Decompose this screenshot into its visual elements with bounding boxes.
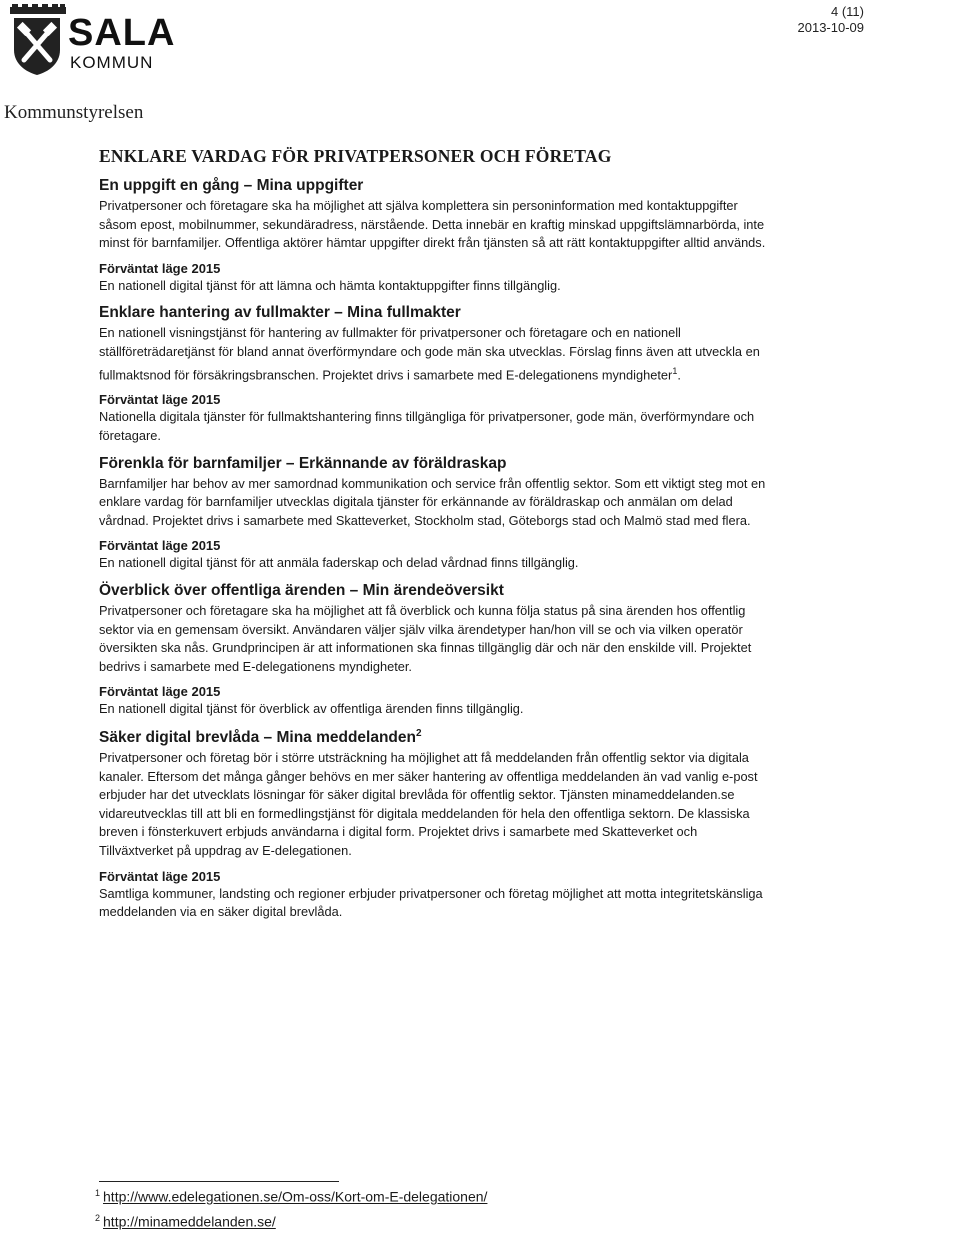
expected-status-text: Nationella digitala tjänster för fullmaktshantering finns tillgängliga för privatpersoner, gode män, överförmyndare och företagare. bbox=[99, 409, 755, 444]
expected-status-text: Samtliga kommuner, landsting och regioner erbjuder privatpersoner och företag möjlighet att motta integritetskänsliga meddelanden via en säker digital brevlåda. bbox=[99, 885, 763, 920]
footnote bbox=[95, 1213, 276, 1230]
section-body-text: Privatpersoner och företag bör i större utsträckning ha möjlighet att få meddelanden från offentlig sektor via digitala kanaler. Eftersom det många gånger behövs en mer säker hantering av offentliga meddelanden än vad vanlig e-post erbjuder har det utvecklats lösningar för säker digital brevlåda för offentlig sektor. Tjänsten minameddelanden.se vidareutvecklas till att bli en formedlingstjänst för digitala meddelanden för hela den offentliga sektorn. De klassiska breven i fönsterkuvert erbjuds användarna i digital form. Projektet drivs i samarbete med Skatteverket och Tillväxtverket på uppdrag av E-delegationen. bbox=[99, 750, 758, 859]
expected-status-label: Förväntat läge 2015 bbox=[99, 260, 221, 276]
section-heading bbox=[99, 455, 769, 473]
section-body bbox=[99, 197, 769, 253]
section-heading-text: Överblick över offentliga ärenden – Min ärendeöversikt bbox=[99, 581, 504, 599]
expected-status-label: Förväntat läge 2015 bbox=[99, 868, 221, 884]
document-body bbox=[99, 146, 769, 931]
footnote-link[interactable]: http://www.edelegationen.se/Om-oss/Kort-om-E-delegationen/ bbox=[103, 1188, 488, 1205]
section bbox=[99, 455, 769, 573]
section-body-text: Privatpersoner och företagare ska ha möjlighet att få överblick och kunna följa status på sina ärenden hos offentlig sektor via en gemensam översikt. Användaren väljer själv vilka ärendetyper han/hon vill se och via vilken operatör översikten ska nås. Grundprincipen är att informationen ska finnas tillgänglig där och när den enskilde vill. Projektet bedrivs i samarbete med E-delegationens myndigheter. bbox=[99, 602, 752, 674]
section-body-text: Privatpersoner och företagare ska ha möjlighet att själva komplettera sin personinformation med kontaktuppgifter såsom epost, mobilnummer, sekundäradress, närstående. Detta innebär en kraftig minskad uppgiftslämnarbörda, inte minst för barnfamiljer. Offentliga aktörer hämtar uppgifter direkt från tjänsten så att rätt kontaktuppgifter alltid används. bbox=[99, 198, 766, 251]
page-number: 4 (11) bbox=[831, 4, 864, 19]
section bbox=[99, 582, 769, 719]
section-body bbox=[99, 749, 769, 861]
department-name: Kommunstyrelsen bbox=[4, 102, 144, 123]
footnote-divider bbox=[99, 1181, 339, 1182]
section-body bbox=[99, 324, 769, 384]
expected-status-label: Förväntat läge 2015 bbox=[99, 392, 221, 408]
shield-crossed-hammers-icon bbox=[12, 16, 62, 76]
document-date: 2013-10-09 bbox=[797, 20, 864, 35]
expected-status-text: En nationell digital tjänst för att anmäla faderskap och delad vårdnad finns tillgänglig. bbox=[99, 555, 579, 571]
section-body bbox=[99, 602, 769, 676]
footnote-reference[interactable]: 2 bbox=[416, 727, 422, 739]
section-heading-text: Säker digital brevlåda – Mina meddelanden bbox=[99, 729, 416, 747]
expected-status-label: Förväntat läge 2015 bbox=[99, 684, 221, 700]
footnote-number: 2 bbox=[95, 1213, 101, 1223]
expected-status-label: Förväntat läge 2015 bbox=[99, 538, 221, 554]
footnote-link[interactable]: http://minameddelanden.se/ bbox=[103, 1213, 276, 1230]
expected-status-text: En nationell digital tjänst för överblick av offentliga ärenden finns tillgänglig. bbox=[99, 701, 524, 717]
footnote-number: 1 bbox=[95, 1188, 101, 1198]
section-heading-text: Enklare hantering av fullmakter – Mina fullmakter bbox=[99, 304, 461, 322]
section bbox=[99, 728, 769, 922]
section-body-end: . bbox=[677, 366, 681, 382]
expected-status-text: En nationell digital tjänst för att lämna och hämta kontaktuppgifter finns tillgänglig. bbox=[99, 277, 561, 293]
section-heading bbox=[99, 177, 769, 195]
crown-icon bbox=[10, 4, 66, 14]
logo-kommun-text: KOMMUN bbox=[70, 53, 154, 72]
section-heading-text: Förenkla för barnfamiljer – Erkännande av föräldraskap bbox=[99, 454, 507, 472]
section bbox=[99, 304, 769, 445]
section-heading bbox=[99, 728, 769, 747]
section bbox=[99, 177, 769, 295]
section-heading bbox=[99, 304, 769, 322]
sala-kommun-logo bbox=[6, 4, 176, 80]
section-body-text: Barnfamiljer har behov av mer samordnad kommunikation och service från offentlig sektor. Som ett viktigt steg mot en enklare vardag för barnfamiljer utvecklas digitala tjänster för erkännande av föräldraskap och anmälan om delad vårdnad. Projektet drivs i samarbete med Skatteverket, Stockholm stad, Göteborgs stad och Malmö stad med flera. bbox=[99, 475, 766, 528]
section-heading bbox=[99, 582, 769, 600]
footnote bbox=[95, 1188, 487, 1205]
section-body bbox=[99, 475, 769, 531]
section-heading-text: En uppgift en gång – Mina uppgifter bbox=[99, 177, 364, 194]
section-body-text: En nationell visningstjänst för hantering av fullmakter för privatpersoner och företagare och en nationell ställföreträdaretjänst för bland annat överförmyndare och gode män ska utvecklas. Förslag finns även att utveckla en fullmaktsnod för försäkringsbranschen. Projektet drivs i samarbete med E-delegationens myndigheter bbox=[99, 325, 760, 382]
footnote-reference[interactable]: 1 bbox=[672, 365, 678, 376]
logo-sala-text: SALA bbox=[68, 12, 176, 54]
document-title: ENKLARE VARDAG FÖR PRIVATPERSONER OCH FÖRETAG bbox=[99, 146, 612, 166]
page-info bbox=[798, 4, 865, 36]
